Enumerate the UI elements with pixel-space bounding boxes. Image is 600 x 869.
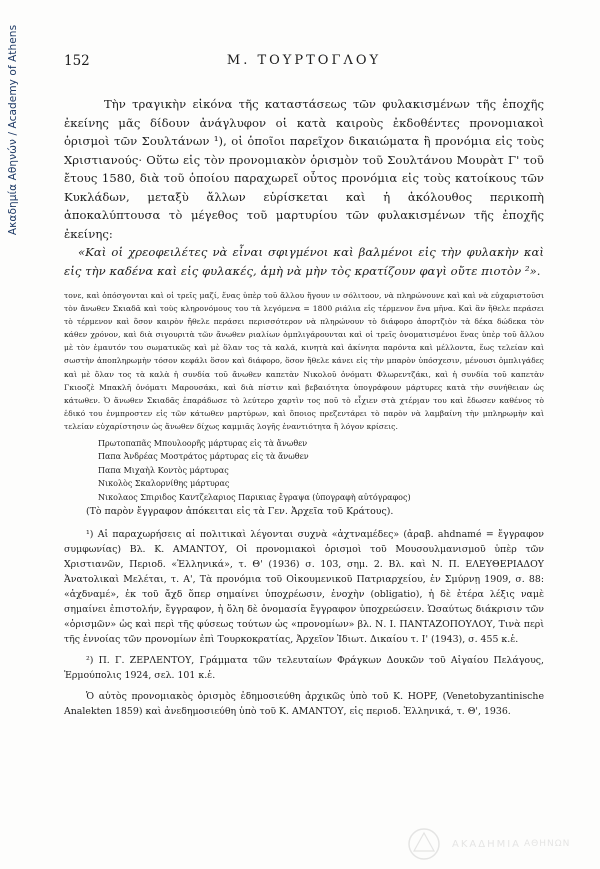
watermark-text-right: ΑΘΗΝΩΝ [524, 839, 571, 849]
footnote-3: Ὁ αὐτὸς προνομιακὸς ὁρισμὸς ἐδημοσιεύθη ἀρχικῶς ὑπὸ τοῦ Κ. HOPF, (Venetobyzantinische Analekten 1859) καὶ ἀνεδημοσιεύθη ὑπὸ τοῦ Κ. ΑΜΑΝΤΟΥ, εἰς περιοδ. Ἑλληνικά, τ. Θ', 1936. [64, 691, 544, 718]
side-stamp [2, 0, 24, 260]
watermark-text-left: ΑΚΑΔΗΜΙΑ [452, 839, 522, 850]
quote-paragraph: «Καὶ οἱ χρεοφειλέτες νὰ εἶναι σφιγμένοι καὶ βαλμένοι εἰς τὴν φυλακὴν καὶ εἰς τὴν καδένα καὶ εἰς φυλακές, ἀμὴ νὰ μὴν τὸς κρατίζουν φαγὶ οὔτε πιοτὸν ²». [64, 245, 544, 278]
signature-line: Παπα Μιχαὴλ Κοντὸς μάρτυρας [98, 465, 229, 475]
signature-line: Νικολὸς Σκαλορνίθης μάρτυρας [98, 479, 230, 489]
signature-line: Νικολαος Σπιριδος Καντζελαριος Παρικιας ἔγραψα (ὑπογραφὴ αὐτόγραφος) [98, 492, 411, 502]
body-paragraph: Τὴν τραγικὴν εἰκόνα τῆς καταστάσεως τῶν φυλακισμένων τῆς ἐποχῆς ἐκείνης μᾶς δίδουν ἀνάγλυφον οἱ κατὰ καιροὺς ἐκδοθέντες προνομιακοὶ ὁρισμοὶ τῶν Σουλτάνων ¹), οἱ ὁποῖοι παρεῖχον δικαιώματα ἢ προνόμια εἰς τοὺς Χριστιανούς· Οὕτω εἰς τὸν προνομιακὸν ὁρισμὸν τοῦ Σουλτάνου Μουρὰτ Γ' τοῦ ἔτους 1580, διὰ τοῦ ὁποίου παραχωρεῖ οὗτος προνόμια εἰς τοὺς κατοίκους τῶν Κυκλάδων, μεταξὺ ἄλλων εὑρίσκεται καὶ ἡ ἀκόλουθος περικοπὴ ἀποκαλύπτουσα τὸ μέγεθος τοῦ μαρτυρίου τῶν φυλακισμένων τῆς ἐποχῆς ἐκείνης: [64, 97, 544, 241]
footnote-1: ¹) Αἱ παραχωρήσεις αἱ πολιτικαὶ λέγονται συχνὰ «ἀχτναμέδες» (ἀραβ. ahdnamé = ἔγγραφον συμφωνίας) Βλ. Κ. ΑΜΑΝΤΟΥ, Οἱ προνομιακοὶ ὁρισμοὶ τοῦ Μουσουλμανισμοῦ ὑπὲρ τῶν Χριστιανῶν, Περιοδ. «Ἑλληνικά», τ. Θ' (1936) σ. 103, σημ. 2. Βλ. καὶ Ν. Π. ΕΛΕΥΘΕΡΙΑΔΟΥ Ἀνατολικαὶ Μελέται, τ. Α', Τὰ προνόμια τοῦ Οἰκουμενικοῦ Πατριαρχείου, ἐν Σμύρνῃ 1909, σ. 88: «ἀχδναμέ», ἐκ τοῦ ἄχδ ὅπερ σημαίνει ὑποχρέωσιν, ἐνοχὴν (obligatio), ἡ δὲ ἑτέρα λέξις ναμὲ σημαίνει ἐπιστολήν, ἔγγραφον, ἡ ὅλη δὲ ὀνομασία ἔγγραφον ὑποχρεώσειν. Ὡσαύτως διάκρισιν τῶν «ὁρισμῶν» ὡς καὶ περὶ τῆς φύσεως τούτων ὡς «προνομίων» βλ. Ν. Ι. ΠΑΝΤΑΖΟΠΟΥΛΟΥ, Τινὰ περὶ τῆς ἐννοίας τῶν προνομίων ἐπὶ Τουρκοκρατίας, Ἀρχεῖον Ἰδιωτ. Δικαίου τ. Ι' (1943), σ. 455 κ.ἑ. [64, 529, 544, 646]
document-text: τονε, καὶ ὁπόσγονται καὶ οἱ τρεῖς μαζί, ἕνας ὑπὲρ τοῦ ἄλλου ἤγουν ιν σόλιτοον, νὰ πληρώνουνε καὶ καὶ νὰ εὐχαριστοῦσι τὸν ἄνωθεν Σκιαδᾶ καὶ τοὺς κληρονόμους του τὰ λεγόμενα = 1800 ριάλια εἰς τέρμενον ἕνα μῆνα. Καὶ ἂν ἤθελε περάσει τὸ τέρμενον καὶ ὅσον καιρὸν ἤθελε περάσει περισσότερον νὰ πληρώνουν τὸ διάφορο ἀπορτζιὸν τὰ δέκα δώδεκα τὸν κάθεν χρόνον, καὶ διὰ σιγουριτὰ τῶν ἄνωθεν ριαλίων ὀμπλιγάρουνται καὶ οἱ τρεῖς ὀνοματισμένοι ἕνας ὑπὲρ τοῦ ἄλλου μὲ τὸν ἐμαυτόν του σωματικῶς καὶ μὲ ὅλαν τος τὰ καλά, κινητὰ καὶ ἀκίνητα παρόντα καὶ μέλλοντα, ἕως τελείαν καὶ σωστὴν ἀποπληρωμὴν τόσον κεφάλι ὅσον καὶ διάφορο, ὅσον ἤθελε κάνει εἰς τὴν μπαρὸν ὑπόσχεσιν, μένουσι ὀμπλιγάδες καὶ μὲ ὅλαν τος τὰ καλὰ ἡ συνδία τοῦ ἄνωθεν καπετὰν Νικολοῦ ὀνόματι Φλωρεντζάκι, καὶ ἡ συνδία τοῦ καπετὰν Γκιοοζὲ Μπακλῆ ὀνόματι Μαρουσάκι, καὶ διὰ πίστιν καὶ βεβαιότητα ὑπογράφουν μάρτυρες κατὰ τὴν συνήθειαν ὡς κάτωθεν. Ὁ ἄνωθεν Σκιαδᾶς ἐπαράδωσε τὸ λεύτερο χαρτὶν τος ποῦ τὸ εἶχιεν στὰ χτέρι̯αν του καὶ ἔδωσεν καθένος τὸ ἑδικό του ἐνμπροστεν εἰς τῶν κάτωθεν μαρτύρων, καὶ ὅποιος πρεζεντάρει τὸ παρὸν νὰ λαμβαίνη τὴν μπληρωμὴν καὶ τελείαν εὐχαρίστησιν ὡς ἄνωθεν δίχως καμμιᾶς λογῆς ἐναντιότητα ἢ λόγον κρίσεις. [64, 291, 544, 431]
running-head: Μ. ΤΟΥΡΤΟΓΛΟΥ [226, 53, 382, 68]
signature-line: Πρωτοπαπᾶς Μπουλοορῆς μάρτυρας εἰς τὰ ἄνωθεν [98, 439, 308, 449]
side-stamp-text: Ακαδημία Αθηνών / Academy of Athens [7, 24, 20, 236]
signature-line: Παπα Ἀνδρέας Μοστράτος μάρτυρας εἰς τὰ ἄνωθεν [98, 452, 309, 462]
page-number: 152 [64, 53, 90, 69]
source-note: (Τὸ παρὸν ἔγγραφον ἀπόκειται εἰς τὰ Γεν. Ἀρχεῖα τοῦ Κράτους). [86, 506, 394, 518]
page-body [64, 95, 544, 719]
academy-logo-icon [404, 825, 444, 863]
footnote-2: ²) Π. Γ. ΖΕΡΛΕΝΤΟΥ, Γράμματα τῶν τελευταίων Φράγκων Δουκῶν τοῦ Αἰγαίου Πελάγους, Ἑρμούπολις 1924, σελ. 101 κ.ἑ. [64, 655, 544, 682]
page-header [64, 53, 544, 73]
academy-watermark [404, 825, 571, 863]
